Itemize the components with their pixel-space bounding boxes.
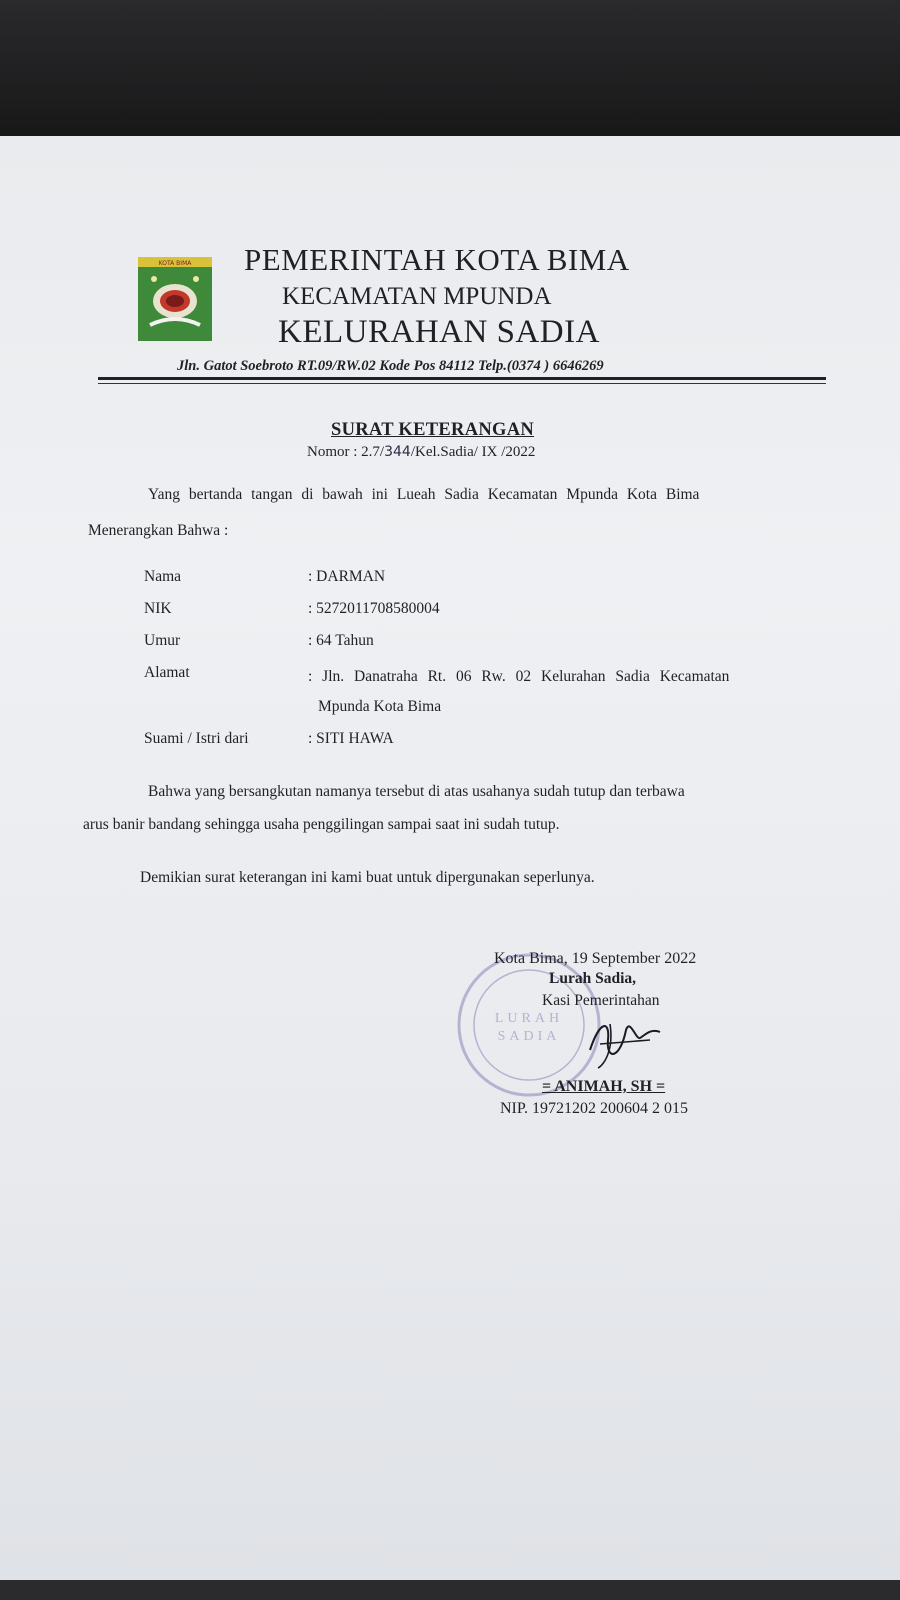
field-value-nik: : 5272011708580004 [308, 600, 440, 617]
letterhead-rule [98, 377, 826, 380]
field-value-alamat-cont: Mpunda Kota Bima [318, 698, 442, 715]
field-label-umur: Umur [144, 632, 181, 649]
statement-line-2: arus banir bandang sehingga usaha penggilingan sampai saat ini sudah tutup. [83, 816, 560, 833]
letterhead-line-3: KELURAHAN SADIA [278, 314, 600, 350]
signatory-name: = ANIMAH, SH = [542, 1078, 666, 1095]
document-number-handwritten: 344 [384, 444, 411, 460]
signature-sub-position: Kasi Pemerintahan [542, 992, 660, 1009]
letterhead-address: Jln. Gatot Soebroto RT.09/RW.02 Kode Pos 84112 Telp.(0374 ) 6646269 [177, 358, 604, 374]
signatory-nip: NIP. 19721202 200604 2 015 [500, 1100, 689, 1117]
field-value-nama: : DARMAN [308, 568, 386, 585]
closing-sentence: Demikian surat keterangan ini kami buat untuk dipergunakan seperlunya. [140, 869, 595, 886]
letter-paper [0, 136, 900, 1580]
field-value-pasangan: : SITI HAWA [308, 730, 394, 747]
field-label-nik: NIK [144, 600, 172, 617]
document-number [307, 444, 535, 461]
document-number-prefix: Nomor : 2.7/ [307, 444, 385, 460]
svg-text:KOTA BIMA: KOTA BIMA [158, 260, 192, 267]
signature-place-date: Kota Bima, 19 September 2022 [494, 950, 697, 967]
opening-line-1: Yang bertanda tangan di bawah ini Lueah Sadia Kecamatan Mpunda Kota Bima [148, 486, 700, 503]
field-label-alamat: Alamat [144, 664, 190, 681]
letterhead-rule-thin [98, 383, 826, 384]
kota-bima-logo [136, 255, 214, 343]
signature-position: Lurah Sadia, [549, 970, 637, 987]
field-label-nama: Nama [144, 568, 182, 585]
field-value-alamat: : Jln. Danatraha Rt. 06 Rw. 02 Kelurahan Sadia Kecamatan [308, 668, 730, 685]
handwritten-signature [580, 1010, 670, 1070]
background-bottom [0, 1580, 900, 1600]
statement-line-1: Bahwa yang bersangkutan namanya tersebut di atas usahanya sudah tutup dan terbawa [148, 783, 685, 800]
background-top [0, 0, 900, 150]
opening-line-2: Menerangkan Bahwa : [88, 522, 229, 539]
svg-text:LURAH: LURAH [494, 1011, 564, 1026]
field-value-umur: : 64 Tahun [308, 632, 374, 649]
letterhead-line-1: PEMERINTAH KOTA BIMA [244, 242, 630, 277]
svg-text:SADIA: SADIA [497, 1029, 561, 1044]
field-label-pasangan: Suami / Istri dari [144, 730, 249, 747]
letterhead-line-2: KECAMATAN MPUNDA [282, 283, 552, 310]
document-title: SURAT KETERANGAN [331, 420, 535, 440]
document-number-suffix: /Kel.Sadia/ IX /2022 [410, 444, 536, 460]
